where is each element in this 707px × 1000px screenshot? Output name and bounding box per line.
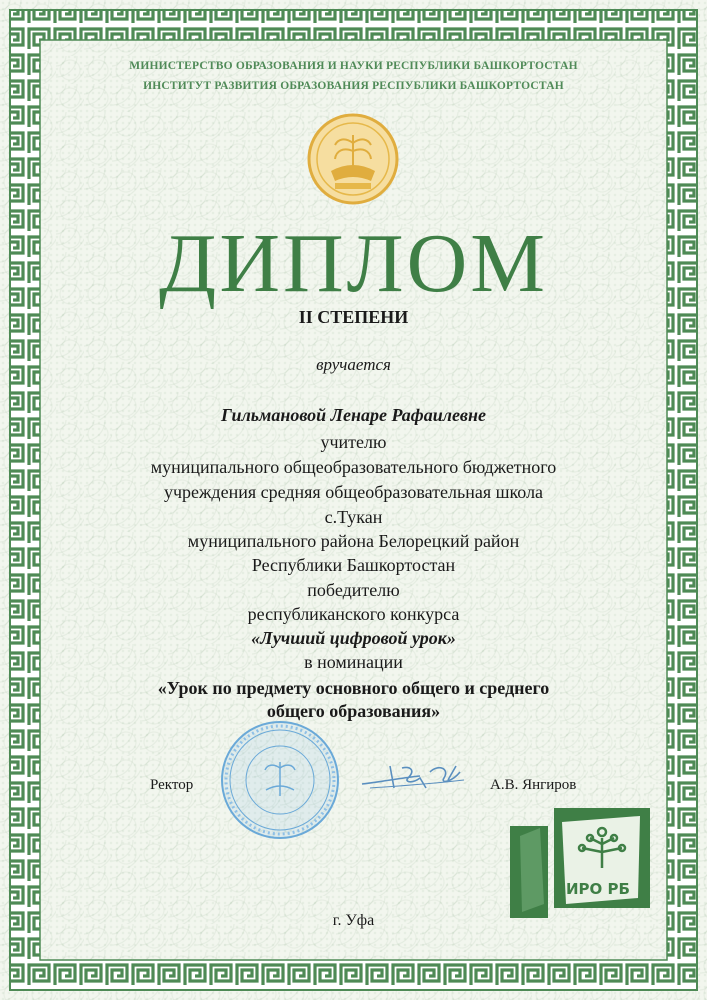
city-label: г. Уфа: [332, 912, 375, 929]
nomination-label: в номинации: [304, 652, 403, 672]
nomination-line-2: общего образования»: [266, 701, 441, 721]
logo-text: ИРО РБ: [566, 880, 630, 898]
body-line: учреждения средняя общеобразовательная школа: [163, 482, 544, 502]
degree-label: II СТЕПЕНИ: [298, 307, 409, 327]
awarded-label: вручается: [316, 355, 391, 374]
diploma-title: ДИПЛОМ: [159, 217, 548, 310]
iro-rb-logo: [510, 808, 650, 918]
institute-name: ИНСТИТУТ РАЗВИТИЯ ОБРАЗОВАНИЯ РЕСПУБЛИКИ БАШКОРТОСТАН: [143, 80, 564, 92]
body-line: муниципального общеобразовательного бюджетного: [150, 457, 557, 477]
handwritten-signature: [360, 758, 475, 798]
body-line: Республики Башкортостан: [251, 555, 456, 575]
ministry-name: МИНИСТЕРСТВО ОБРАЗОВАНИЯ И НАУКИ РЕСПУБЛИКИ БАШКОРТОСТАН: [129, 60, 578, 72]
coat-of-arms-emblem: [305, 113, 401, 205]
official-stamp: [218, 718, 342, 842]
body-line: учителю: [320, 432, 387, 452]
rector-label: Ректор: [150, 777, 194, 793]
rector-name: А.В. Янгиров: [490, 777, 577, 793]
body-line: с.Тукан: [324, 507, 383, 527]
nomination-line-1: «Урок по предмету основного общего и среднего: [157, 678, 550, 698]
body-line: победителю: [307, 580, 400, 600]
body-line: республиканского конкурса: [247, 604, 460, 624]
recipient-name: Гильмановой Ленаре Рафаилевне: [221, 405, 486, 425]
contest-name: «Лучший цифровой урок»: [251, 628, 456, 648]
body-line: муниципального района Белорецкий район: [187, 531, 520, 551]
